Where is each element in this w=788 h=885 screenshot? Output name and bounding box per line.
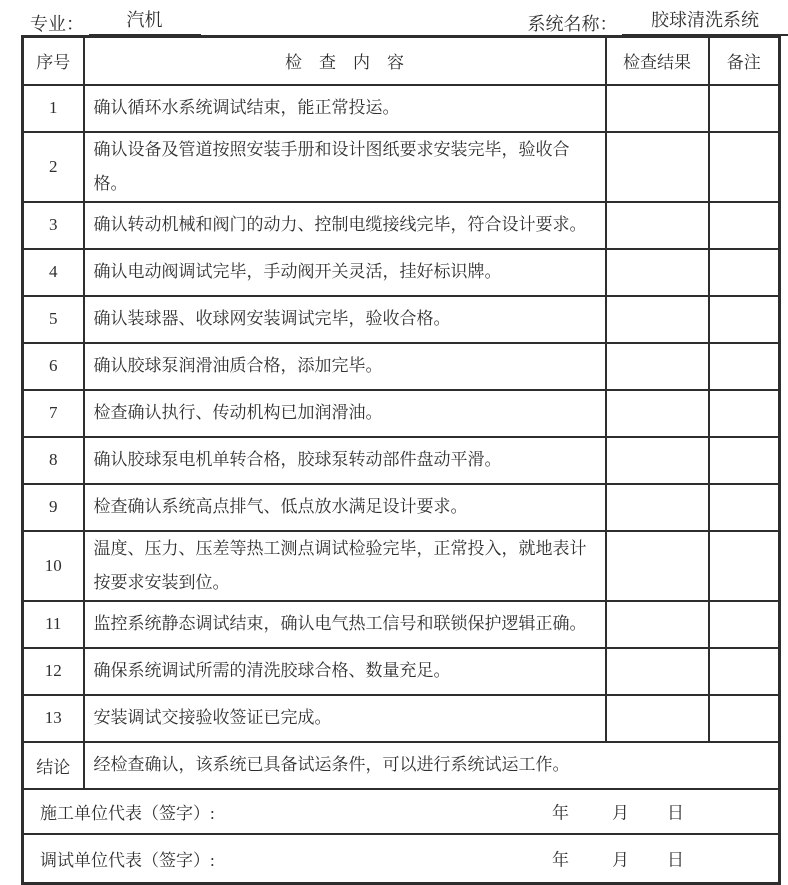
- day-label: 日: [667, 846, 684, 871]
- table-row: [23, 249, 780, 296]
- result-cell: [606, 132, 709, 202]
- row-number: 1: [23, 85, 84, 132]
- remark-cell: [709, 531, 780, 601]
- result-cell: [606, 343, 709, 390]
- day-label: 日: [667, 799, 684, 824]
- row-content: 温度、压力、压差等热工测点调试检验完毕，正常投入，就地表计按要求安装到位。: [84, 531, 606, 601]
- row-number: 3: [23, 202, 84, 249]
- header-remark: 备注: [709, 37, 780, 85]
- commissioning-signature-label: 调试单位代表（签字）:: [40, 851, 215, 870]
- row-content: 确保系统调试所需的清洗胶球合格、数量充足。: [84, 648, 606, 695]
- row-content: 确认胶球泵电机单转合格，胶球泵转动部件盘动平滑。: [84, 437, 606, 484]
- table-row: [23, 531, 780, 601]
- conclusion-label: 结论: [23, 742, 84, 789]
- system-name-label: 系统名称：: [528, 14, 618, 34]
- row-number: 10: [23, 531, 84, 601]
- commissioning-signature-cell: [23, 834, 780, 884]
- remark-cell: [709, 390, 780, 437]
- row-content: 确认装球器、收球网安装调试完毕，验收合格。: [84, 296, 606, 343]
- result-cell: [606, 390, 709, 437]
- row-content: 确认转动机械和阀门的动力、控制电缆接线完毕，符合设计要求。: [84, 202, 606, 249]
- result-cell: [606, 648, 709, 695]
- result-cell: [606, 202, 709, 249]
- result-cell: [606, 601, 709, 648]
- remark-cell: [709, 343, 780, 390]
- month-label: 月: [612, 799, 629, 824]
- table-row: [23, 437, 780, 484]
- row-number: 7: [23, 390, 84, 437]
- row-content: 安装调试交接验收签证已完成。: [84, 695, 606, 742]
- row-number: 9: [23, 484, 84, 531]
- row-content: 确认设备及管道按照安装手册和设计图纸要求安装完毕，验收合格。: [84, 132, 606, 202]
- remark-cell: [709, 437, 780, 484]
- conclusion-row: [23, 742, 780, 789]
- remark-cell: [709, 202, 780, 249]
- remark-cell: [709, 648, 780, 695]
- row-number: 13: [23, 695, 84, 742]
- row-number: 8: [23, 437, 84, 484]
- result-cell: [606, 85, 709, 132]
- header-no: 序号: [23, 37, 84, 85]
- specialty-value: 汽机: [89, 6, 201, 36]
- conclusion-content: 经检查确认，该系统已具备试运条件，可以进行系统试运工作。: [84, 742, 780, 789]
- table-row: [23, 202, 780, 249]
- row-number: 5: [23, 296, 84, 343]
- result-cell: [606, 249, 709, 296]
- table-row: [23, 695, 780, 742]
- row-content: 检查确认系统高点排气、低点放水满足设计要求。: [84, 484, 606, 531]
- month-label: 月: [612, 846, 629, 871]
- row-number: 12: [23, 648, 84, 695]
- system-name-value: 胶球清洗系统: [622, 6, 788, 36]
- header-content: 检 查 内 容: [84, 37, 606, 85]
- construction-signature-label: 施工单位代表（签字）:: [40, 804, 215, 823]
- result-cell: [606, 437, 709, 484]
- result-cell: [606, 484, 709, 531]
- construction-signature-row: [23, 789, 780, 834]
- header-result: 检查结果: [606, 37, 709, 85]
- table-row: [23, 390, 780, 437]
- row-number: 4: [23, 249, 84, 296]
- specialty-field: [30, 6, 201, 36]
- construction-signature-cell: [23, 789, 780, 834]
- page-header: [0, 4, 788, 34]
- row-content: 确认循环水系统调试结束，能正常投运。: [84, 85, 606, 132]
- row-content: 确认电动阀调试完毕，手动阀开关灵活，挂好标识牌。: [84, 249, 606, 296]
- row-number: 11: [23, 601, 84, 648]
- remark-cell: [709, 695, 780, 742]
- remark-cell: [709, 249, 780, 296]
- table-row: [23, 85, 780, 132]
- commissioning-signature-row: [23, 834, 780, 884]
- remark-cell: [709, 484, 780, 531]
- row-number: 2: [23, 132, 84, 202]
- remark-cell: [709, 296, 780, 343]
- row-content: 确认胶球泵润滑油质合格，添加完毕。: [84, 343, 606, 390]
- remark-cell: [709, 85, 780, 132]
- year-label: 年: [552, 846, 569, 871]
- specialty-label: 专业：: [30, 14, 84, 34]
- table-row: [23, 343, 780, 390]
- row-content: 检查确认执行、传动机构已加润滑油。: [84, 390, 606, 437]
- result-cell: [606, 296, 709, 343]
- checklist-table: [21, 35, 781, 885]
- table-row: [23, 132, 780, 202]
- table-row: [23, 296, 780, 343]
- table-header-row: [23, 37, 780, 85]
- system-name-field: [528, 6, 788, 36]
- remark-cell: [709, 132, 780, 202]
- result-cell: [606, 531, 709, 601]
- table-row: [23, 484, 780, 531]
- row-number: 6: [23, 343, 84, 390]
- remark-cell: [709, 601, 780, 648]
- row-content: 监控系统静态调试结束，确认电气热工信号和联锁保护逻辑正确。: [84, 601, 606, 648]
- year-label: 年: [552, 799, 569, 824]
- table-row: [23, 601, 780, 648]
- table-row: [23, 648, 780, 695]
- result-cell: [606, 695, 709, 742]
